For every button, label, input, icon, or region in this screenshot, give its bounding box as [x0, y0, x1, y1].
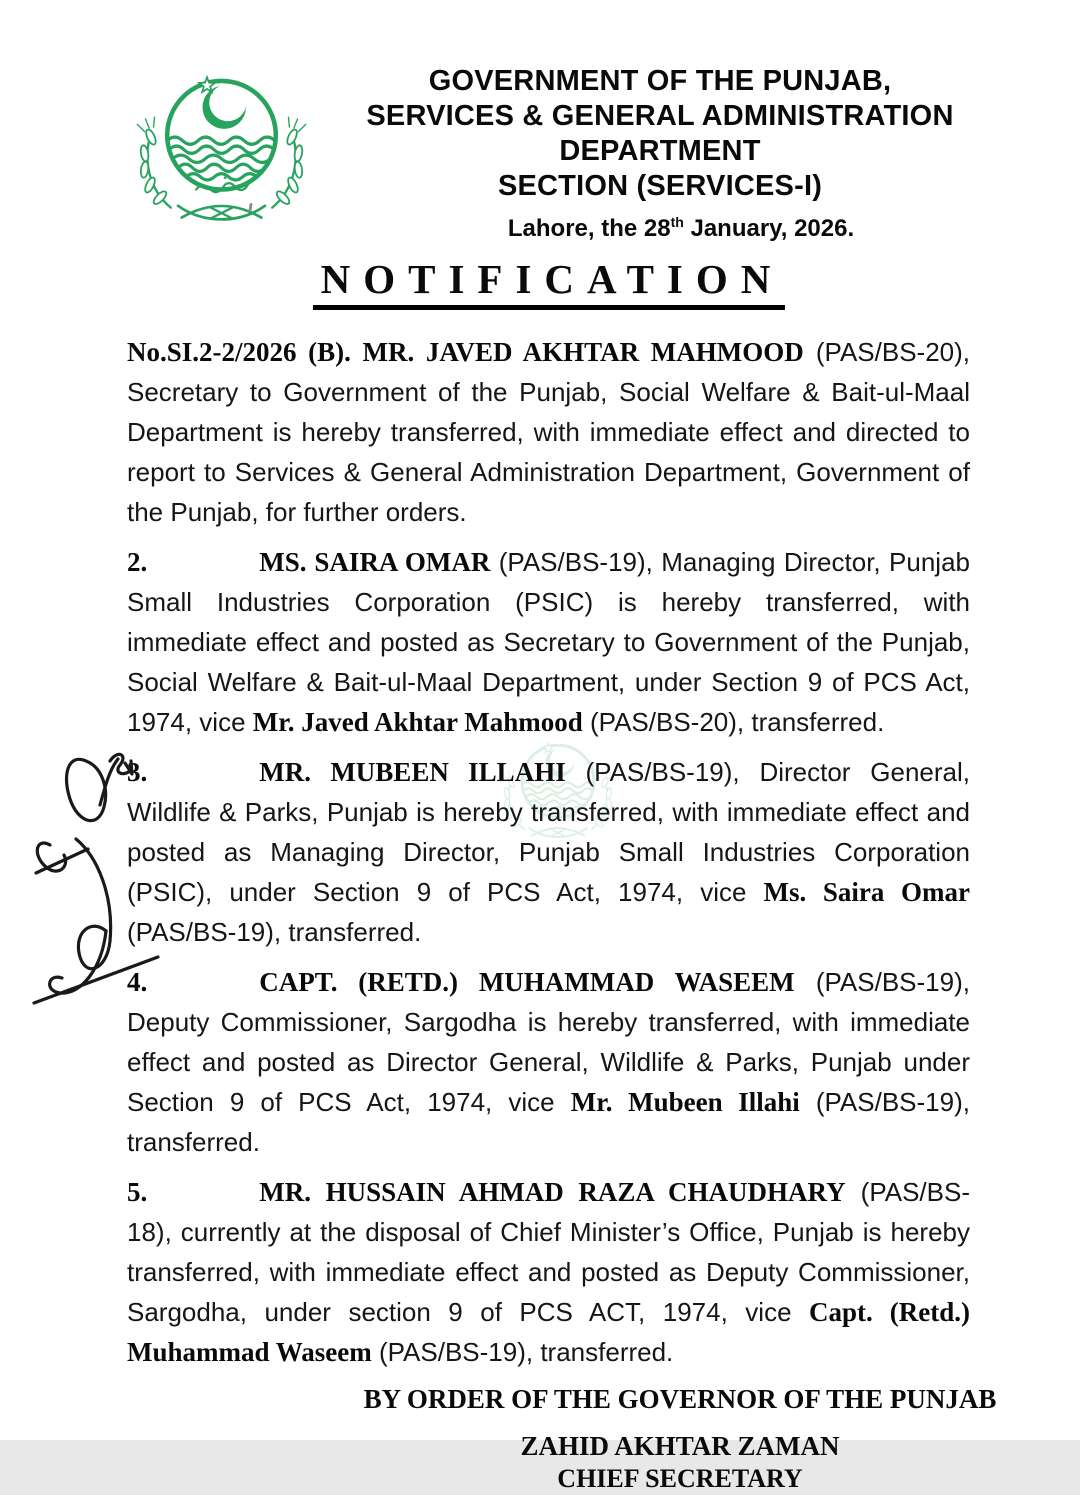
- org-name-line-1: GOVERNMENT OF THE PUNJAB,: [428, 65, 892, 97]
- notification-title: NOTIFICATION: [313, 256, 786, 310]
- notification-body: [127, 332, 970, 1372]
- title-row: [0, 0, 1080, 310]
- vice-officer-name: Capt. (Retd.) Muhammad Waseem: [127, 1297, 971, 1367]
- signatory-designation: CHIEF SECRETARY: [557, 1464, 803, 1493]
- paragraph-number: 3.: [127, 757, 148, 787]
- issue-date-suffix: January, 2026.: [683, 215, 855, 242]
- officer-name: MR. HUSSAIN AHMAD RAZA CHAUDHARY: [259, 1177, 846, 1207]
- org-name-line-3: DEPARTMENT: [559, 135, 761, 167]
- paragraph-tail: (PAS/BS-19), transferred.: [127, 1087, 970, 1157]
- issue-date-prefix: Lahore, the 28: [507, 215, 671, 242]
- paragraph-number: 5.: [127, 1177, 148, 1207]
- vice-officer-name: Ms. Saira Omar: [763, 877, 970, 907]
- by-order-line: BY ORDER OF THE GOVERNOR OF THE PUNJAB: [363, 1384, 997, 1414]
- paragraph-text: (PAS/BS-20), Secretary to Government of the Punjab, Social Welfare & Bait-ul-Maal Department is hereby transferred, with immediate effect and directed to report to Services & General Administration Department, Government of the Punjab, for further orders.: [127, 337, 970, 527]
- vice-officer-name: Mr. Mubeen Illahi: [570, 1087, 800, 1117]
- paragraph-tail: (PAS/BS-19), transferred.: [127, 917, 422, 947]
- reference-number-and-officer-name: No.SI.2-2/2026 (B). MR. JAVED AKHTAR MAHMOOD: [127, 337, 804, 367]
- signatory-block: [280, 1430, 1080, 1495]
- org-name-line-2: SERVICES & GENERAL ADMINISTRATION: [366, 100, 954, 132]
- signatory-name: ZAHID AKHTAR ZAMAN: [520, 1431, 840, 1461]
- officer-name: CAPT. (RETD.) MUHAMMAD WASEEM: [259, 967, 795, 997]
- paragraph-tail: (PAS/BS-19), transferred.: [371, 1337, 674, 1367]
- paragraph-text: (PAS/BS-19), Deputy Commissioner, Sargodha is hereby transferred, with immediate effect and posted as Director General, Wildlife & Parks, Punjab under Section 9 of PCS Act, 1974, vice: [127, 967, 970, 1117]
- ordinal-superscript: th: [670, 214, 684, 230]
- notification-paragraph-2: [127, 542, 970, 742]
- paragraph-text: (PAS/BS-19), Director General, Wildlife & Parks, Punjab is hereby transferred, with immediate effect and posted as Managing Director, Punjab Small Industries Corporation (PSIC), under Section 9 of PCS Act, 1974, vice: [127, 757, 970, 907]
- org-name-line-4: SECTION (SERVICES-I): [497, 170, 823, 202]
- vice-officer-name: Mr. Javed Akhtar Mahmood: [252, 707, 583, 737]
- officer-name: MS. SAIRA OMAR: [259, 547, 491, 577]
- paragraph-text: (PAS/BS-18), currently at the disposal of Chief Minister’s Office, Punjab is hereby transferred, with immediate effect and posted as Deputy Commissioner, Sargodha, under section 9 of PCS ACT, 1974, vice: [127, 1177, 970, 1327]
- paragraph-number: 2.: [127, 547, 148, 577]
- notification-paragraph-3: [127, 752, 970, 952]
- notification-paragraph-4: [127, 962, 970, 1162]
- signature-ink: [22, 745, 162, 1025]
- notification-paragraph-1: [127, 332, 970, 532]
- officer-name: MR. MUBEEN ILLAHI: [259, 757, 566, 787]
- paragraph-text: (PAS/BS-19), Managing Director, Punjab Small Industries Corporation (PSIC) is hereby transferred, with immediate effect and posted as Secretary to Government of the Punjab, Social Welfare & Bait-ul-Maal Department, under Section 9 of PCS Act, 1974, vice: [127, 547, 970, 737]
- notification-paragraph-5: [127, 1172, 970, 1372]
- paragraph-number: 4.: [127, 967, 148, 997]
- paragraph-tail: (PAS/BS-20), transferred.: [582, 707, 885, 737]
